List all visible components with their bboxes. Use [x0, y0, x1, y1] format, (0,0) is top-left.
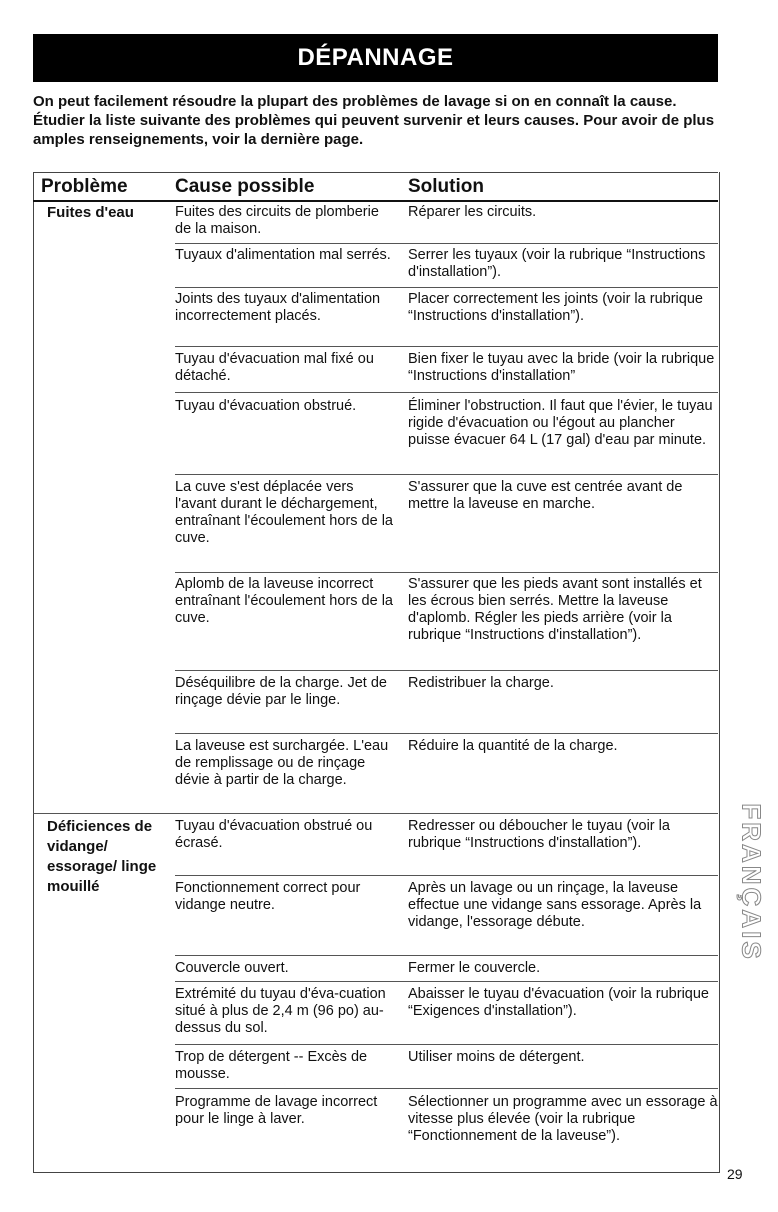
row-divider [175, 392, 718, 393]
cause-cell: La laveuse est surchargée. L'eau de remplissage ou de rinçage dévie à partir de la charge. [175, 738, 389, 788]
solution-cell: Sélectionner un programme avec un essorage à vitesse plus élevée (voir la rubrique “Fonctionnement de la laveuse”). [408, 1094, 718, 1144]
row-divider [175, 572, 718, 573]
solution-cell: Redistribuer la charge. [408, 675, 554, 691]
problem-drain-spin: Déficiences de vidange/ essorage/ linge mouillé [47, 818, 157, 895]
cause-cell: Joints des tuyaux d'alimentation incorrectement placés. [175, 291, 381, 324]
cause-cell: Fonctionnement correct pour vidange neutre. [175, 880, 361, 913]
cause-cell: Tuyau d'évacuation mal fixé ou détaché. [175, 351, 374, 384]
cause-cell: Trop de détergent -- Excès de mousse. [175, 1049, 368, 1082]
solution-cell: S'assurer que les pieds avant sont installés et les écrous bien serrés. Mettre la laveuse d'aplomb. Régler les pieds arrière (voir la rubrique “Instructions d'installation”). [408, 576, 702, 643]
solution-cell: Après un lavage ou un rinçage, la laveuse effectue une vidange sans essorage. Après la vidange, l'essorage débute. [408, 880, 702, 930]
cause-cell: Tuyau d'évacuation obstrué. [175, 398, 357, 414]
solution-cell: Redresser ou déboucher le tuyau (voir la rubrique “Instructions d'installation”). [408, 818, 670, 851]
cause-cell: Tuyau d'évacuation obstrué ou écrasé. [175, 818, 373, 851]
problem-leaks: Fuites d'eau [47, 204, 134, 221]
solution-cell: Bien fixer le tuyau avec la bride (voir la rubrique “Instructions d'installation” [408, 351, 715, 384]
solution-cell: S'assurer que la cuve est centrée avant de mettre la laveuse en marche. [408, 479, 683, 512]
header-solution: Solution [408, 176, 484, 197]
solution-cell: Éliminer l'obstruction. Il faut que l'évier, le tuyau rigide d'évacuation ou l'égout au plancher puisse évacuer 64 L (17 gal) d'eau par minute. [408, 398, 713, 448]
cause-cell: Couvercle ouvert. [175, 960, 289, 976]
solution-cell: Placer correctement les joints (voir la rubrique “Instructions d'installation”). [408, 291, 703, 324]
row-divider [175, 474, 718, 475]
row-divider [175, 346, 718, 347]
cause-cell: Déséquilibre de la charge. Jet de rinçage dévie par le linge. [175, 675, 387, 708]
solution-cell: Abaisser le tuyau d'évacuation (voir la rubrique “Exigences d'installation”). [408, 986, 709, 1019]
section-divider [33, 813, 718, 814]
solution-cell: Réparer les circuits. [408, 204, 537, 220]
table-header [33, 172, 718, 202]
row-divider [175, 243, 718, 244]
cause-cell: Extrémité du tuyau d'éva-cuation situé à plus de 2,4 m (96 po) au-dessus du sol. [175, 986, 386, 1036]
row-divider [175, 981, 718, 982]
row-divider [175, 670, 718, 671]
language-side-text: FRANÇAIS [736, 802, 767, 962]
cause-cell: Programme de lavage incorrect pour le linge à laver. [175, 1094, 378, 1127]
solution-cell: Utiliser moins de détergent. [408, 1049, 585, 1065]
row-divider [175, 733, 718, 734]
row-divider [175, 287, 718, 288]
header-cause: Cause possible [175, 176, 315, 197]
cause-cell: Tuyaux d'alimentation mal serrés. [175, 247, 391, 263]
page-number: 29 [727, 1166, 743, 1182]
page-title: DÉPANNAGE [33, 34, 718, 82]
solution-cell: Serrer les tuyaux (voir la rubrique “Instructions d'installation”). [408, 247, 706, 280]
cause-cell: Fuites des circuits de plomberie de la maison. [175, 204, 379, 237]
solution-cell: Fermer le couvercle. [408, 960, 541, 976]
solution-cell: Réduire la quantité de la charge. [408, 738, 618, 754]
intro-paragraph: On peut facilement résoudre la plupart des problèmes de lavage si on en connaît la cause. Étudier la liste suivante des problèmes qui peuvent survenir et leurs causes. Pour avoir de plus amples renseignements, voir la dernière page. [33, 93, 715, 148]
row-divider [175, 1088, 718, 1089]
cause-cell: Aplomb de la laveuse incorrect entraînant l'écoulement hors de la cuve. [175, 576, 393, 626]
header-problem: Problème [41, 176, 128, 197]
language-side-label [736, 792, 767, 972]
row-divider [175, 955, 718, 956]
row-divider [175, 1044, 718, 1045]
cause-cell: La cuve s'est déplacée vers l'avant durant le déchargement, entraînant l'écoulement hors de la cuve. [175, 479, 393, 546]
row-divider [175, 875, 718, 876]
